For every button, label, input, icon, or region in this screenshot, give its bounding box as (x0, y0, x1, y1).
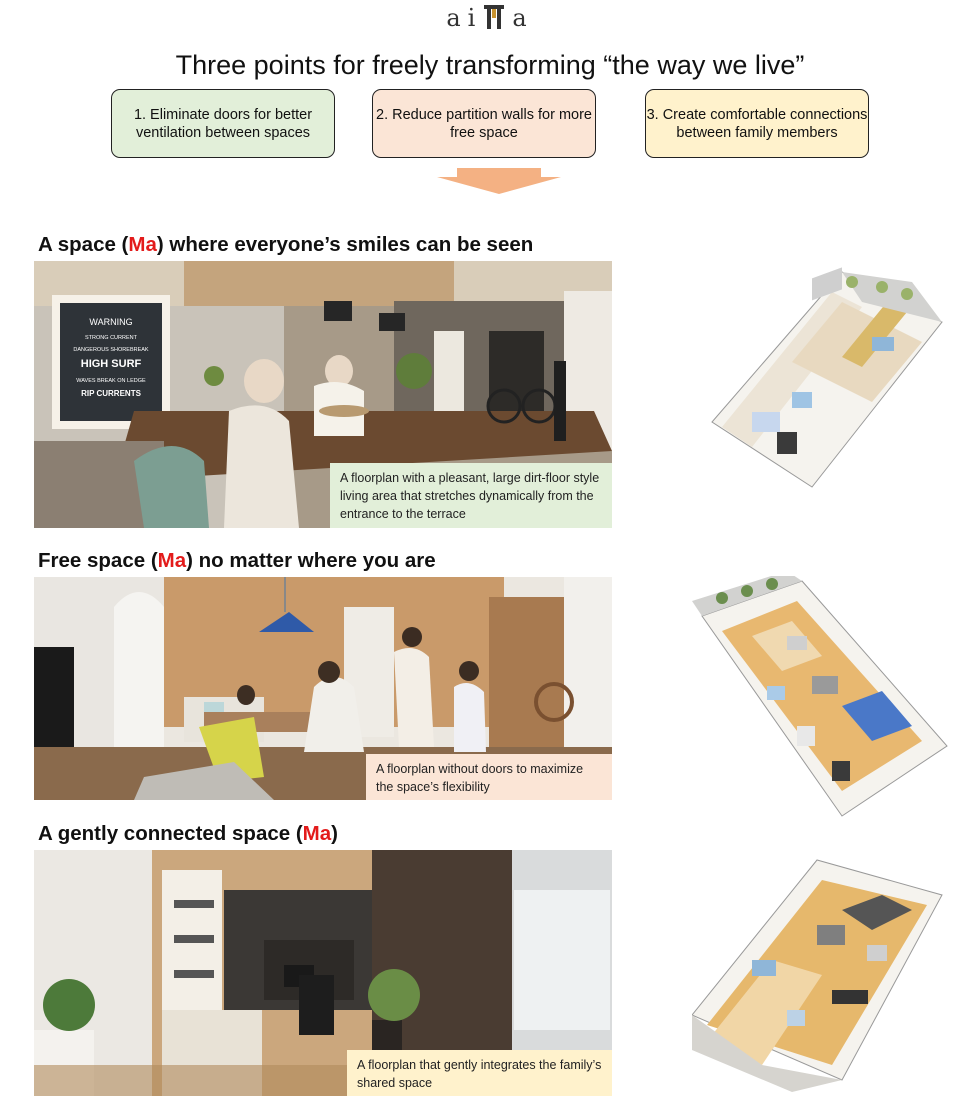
floorplan-2-image (692, 576, 954, 826)
page-title: Three points for freely transforming “the way we live” (175, 50, 805, 80)
point-1-text: 1. Eliminate doors for better ventilation between spaces (133, 106, 313, 141)
section-3-title: A gently connected space (Ma) (38, 822, 338, 845)
section-2-title: Free space (Ma) no matter where you are (38, 549, 436, 572)
poster-line-4: HIGH SURF (80, 358, 142, 370)
floorplan-1-image (692, 262, 946, 492)
poster-line-6: RIP CURRENTS (81, 389, 141, 398)
poster-line-1: WARNING (89, 317, 133, 327)
point-3-text: 3. Create comfortable connections between family members (646, 106, 868, 141)
section-1-caption: A floorplan with a pleasant, large dirt-floor style living area that stretches dynamically from the entrance to the terrace (330, 463, 612, 528)
point-1-box (111, 89, 335, 158)
logo-text-right: a (512, 4, 534, 32)
poster-line-2: STRONG CURRENT (85, 335, 137, 341)
section-3-caption: A floorplan that gently integrates the family’s shared space (347, 1050, 612, 1096)
point-3-box (645, 89, 869, 158)
section-1-title: A space (Ma) where everyone’s smiles can be seen (38, 233, 534, 256)
poster-line-5: WAVES BREAK ON LEDGE (76, 378, 146, 384)
point-2-text: 2. Reduce partition walls for more free space (376, 106, 592, 141)
point-2-box (372, 89, 596, 158)
poster-line-3: DANGEROUS SHOREBREAK (73, 347, 149, 353)
section-2-caption: A floorplan without doors to maximize the space’s flexibility (366, 754, 612, 800)
logo-mark-icon (484, 5, 504, 29)
logo-text-left: ai (446, 4, 483, 32)
floorplan-3-image (692, 850, 954, 1092)
down-arrow-icon (437, 168, 561, 194)
brand-logo (0, 4, 980, 38)
